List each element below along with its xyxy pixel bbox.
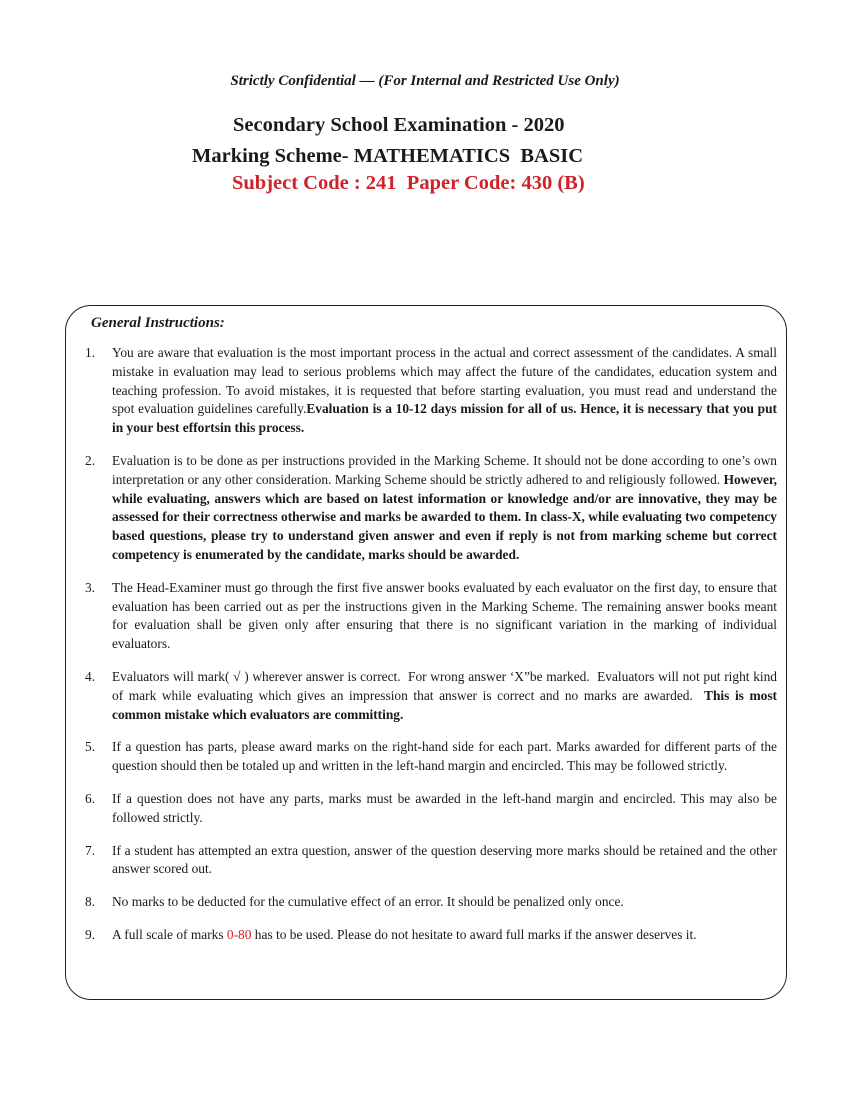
instruction-text: If a question has parts, please award marks on the right-hand side for each part. Marks awarded for different parts of the question should then be totaled up and written in the left-hand margin and encircled. This may be followed strictly. <box>112 739 777 774</box>
confidential-notice: Strictly Confidential — (For Internal and Restricted Use Only) <box>230 73 620 89</box>
instruction-item-7 <box>85 842 777 880</box>
instructions-list <box>85 344 781 959</box>
instruction-text: A full scale of marks 0-80 has to be used. Please do not hesitate to award full marks if the answer deserves it. <box>112 926 697 942</box>
general-instructions-box <box>65 305 787 1000</box>
instruction-item-3 <box>85 579 777 654</box>
instruction-number: 1. <box>85 345 96 360</box>
instruction-item-2 <box>85 452 777 565</box>
instruction-item-6 <box>85 790 777 828</box>
instruction-number: 6. <box>85 790 96 806</box>
instruction-text: You are aware that evaluation is the most important process in the actual and correct assessment of the candidates. A small mistake in evaluation may lead to serious problems which may affect the future of the candidates, education system and teaching profession. To avoid mistakes, it is requested that before starting evaluation, you must read and understand the spot evaluation guidelines carefully.Evaluation is a 10-12 days mission for all of us. Hence, it is necessary that you put in your best effortsin this process. <box>112 345 777 436</box>
instruction-text: Evaluators will mark( √ ) wherever answer is correct. For wrong answer ‘X”be marked. Evaluators will not put right kind of mark while evaluating which gives an impression that answer is correct and no marks are awarded. This is most common mistake which evaluators are committing. <box>112 668 781 722</box>
instruction-text: Evaluation is to be done as per instructions provided in the Marking Scheme. It should not be done according to one’s own interpretation or any other consideration. Marking Scheme should be strictly adhered to and religiously followed. However, while evaluating, answers which are based on latest information or knowledge and/or are innovative, they may be assessed for their correctness otherwise and marks be awarded to them. In class-X, while evaluating two competency based questions, please try to understand given answer and even if reply is not from marking scheme but correct competency is enumerated by the candidate, marks should be awarded. <box>112 452 777 562</box>
instruction-number: 9. <box>85 926 96 942</box>
subject-paper-code: Subject Code : 241 Paper Code: 430 (B) <box>232 172 585 194</box>
instruction-item-1 <box>85 344 777 438</box>
instruction-item-9 <box>85 926 777 945</box>
instruction-text: The Head-Examiner must go through the first five answer books evaluated by each evaluator on the first day, to ensure that evaluation has been carried out as per the instructions given in the Marking Scheme. The remaining answer books meant for evaluation shall be given only after ensuring that there is no significant variation in the marking of individual evaluators. <box>112 579 777 652</box>
instruction-item-8 <box>85 893 777 912</box>
instruction-number: 4. <box>85 668 96 684</box>
instruction-item-4 <box>85 668 781 724</box>
exam-title: Secondary School Examination - 2020 <box>233 114 565 136</box>
instruction-number: 3. <box>85 579 96 595</box>
marking-scheme-title: Marking Scheme- MATHEMATICS BASIC <box>192 145 584 167</box>
instruction-number: 7. <box>85 842 96 858</box>
instruction-text: If a question does not have any parts, marks must be awarded in the left-hand margin and encircled. This may also be followed strictly. <box>112 790 777 825</box>
instructions-heading: General Instructions: <box>91 315 225 331</box>
instruction-text: If a student has attempted an extra question, answer of the question deserving more marks should be retained and the other answer scored out. <box>112 842 777 877</box>
instruction-item-5 <box>85 738 777 776</box>
marks-range-highlight: 0-80 <box>226 926 252 942</box>
instruction-number: 8. <box>85 894 96 910</box>
instruction-number: 5. <box>85 739 96 755</box>
instruction-number: 2. <box>85 452 96 468</box>
instruction-text: No marks to be deducted for the cumulative effect of an error. It should be penalized only once. <box>112 894 624 910</box>
